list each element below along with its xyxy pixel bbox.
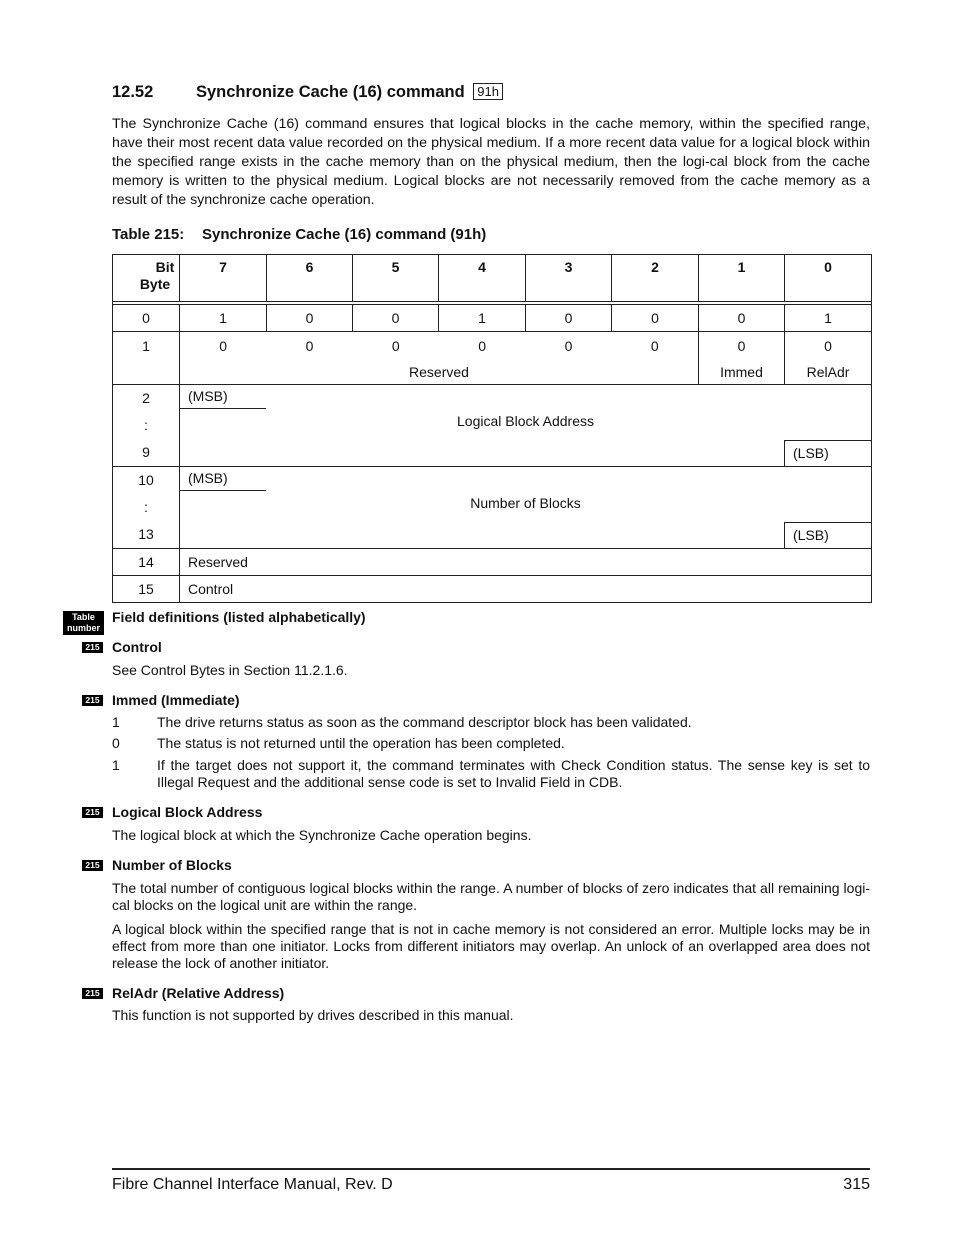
list-item-text: The status is not returned until the operation has been completed. <box>157 735 565 751</box>
bit-2-header: 2 <box>612 255 699 302</box>
control-field: Control <box>180 576 872 603</box>
bit-value: 0 <box>219 338 228 354</box>
reserved-field <box>180 332 699 385</box>
bit-7-header: 7 <box>180 255 267 302</box>
table-row <box>113 305 872 332</box>
table-caption-title: Synchronize Cache (16) command (91h) <box>202 226 487 243</box>
field-desc-nob-2: A logical block within the specified range that is not in cache memory is not considered an error. Multiple locks may be in effect from more than one initiator. Locks from different initiators may overlap. An unlock of an overlapped area does not release the lock of another initiator. <box>112 921 870 971</box>
opcode-box: 91h <box>473 83 503 100</box>
bit-value: 0 <box>650 338 659 354</box>
list-item-key: 1 <box>112 757 120 773</box>
section-heading <box>112 83 503 102</box>
table-row <box>113 385 872 467</box>
lsb-marker: (LSB) <box>784 440 871 466</box>
bit-value: 0 <box>699 305 785 332</box>
table-number-tag: Table number <box>63 611 104 635</box>
bit-value: 0 <box>305 338 314 354</box>
bit-1-header: 1 <box>699 255 785 302</box>
bit-value: 0 <box>526 305 612 332</box>
bit-value: 0 <box>353 305 439 332</box>
list-item-key: 1 <box>112 714 120 730</box>
table-ref-badge: 215 <box>82 988 103 999</box>
field-desc-nob-1: The total number of contiguous logical blocks within the range. A number of blocks of zero indicates that all remaining logi-cal blocks on the logical unit are within the range. <box>112 880 870 913</box>
bit-4-header: 4 <box>439 255 526 302</box>
reserved-label: Reserved <box>409 364 469 380</box>
field-name-reladr: RelAdr (Relative Address) <box>112 985 285 1001</box>
command-table <box>112 254 872 603</box>
byte-label: Byte <box>139 276 171 292</box>
field-definitions-heading: Field definitions (listed alphabetically) <box>112 609 366 625</box>
reladr-field: 0 RelAdr <box>785 332 872 385</box>
logical-block-address-field <box>180 385 872 467</box>
byte-number: 1 <box>113 332 180 385</box>
list-item-text: If the target does not support it, the command terminates with Check Condition status. The sense key is set to Illegal Request and the additional sense code is set to Invalid Field in CDB. <box>157 757 870 790</box>
bit-value: 0 <box>267 305 353 332</box>
bit-0-header: 0 <box>785 255 872 302</box>
section-number: 12.52 <box>112 83 154 101</box>
table-ref-badge: 215 <box>82 695 103 706</box>
field-name-nob: Number of Blocks <box>112 857 232 873</box>
bit-value: 1 <box>785 305 872 332</box>
field-name-lba: Logical Block Address <box>112 804 263 820</box>
bit-value: 0 <box>612 305 699 332</box>
field-name-immed: Immed (Immediate) <box>112 692 240 708</box>
number-of-blocks-field <box>180 467 872 549</box>
reladr-label: RelAdr <box>806 364 850 380</box>
table-row <box>113 549 872 576</box>
field-desc-control: See Control Bytes in Section 11.2.1.6. <box>112 662 348 678</box>
msb-marker: (MSB) <box>180 385 266 409</box>
immed-label: Immed <box>720 364 763 380</box>
immed-field: 0 Immed <box>699 332 785 385</box>
field-desc-lba: The logical block at which the Synchronize Cache operation begins. <box>112 827 532 843</box>
table-ref-badge: 215 <box>82 642 103 653</box>
lsb-marker: (LSB) <box>784 522 871 548</box>
footer-rule <box>112 1168 870 1170</box>
msb-marker: (MSB) <box>180 467 266 491</box>
bit-label: Bit <box>155 259 175 275</box>
field-name: Number of Blocks <box>470 495 581 511</box>
bit-value: 1 <box>180 305 267 332</box>
field-name-control: Control <box>112 639 162 655</box>
byte-number: 15 <box>113 576 180 603</box>
page-number: 315 <box>843 1176 870 1193</box>
bit-value: 0 <box>478 338 487 354</box>
byte-range: 2 : 9 <box>113 385 180 467</box>
table-ref-badge: 215 <box>82 807 103 818</box>
bit-value: 0 <box>564 338 573 354</box>
table-row <box>113 576 872 603</box>
byte-number: 14 <box>113 549 180 576</box>
table-ref-badge: 215 <box>82 860 103 871</box>
table-row <box>113 332 872 385</box>
list-item-text: The drive returns status as soon as the command descriptor block has been validated. <box>157 714 692 730</box>
bit-6-header: 6 <box>267 255 353 302</box>
section-title: Synchronize Cache (16) command <box>196 83 465 101</box>
intro-paragraph: The Synchronize Cache (16) command ensures that logical blocks in the cache memory, within the specified range, have their most recent data value recorded on the physical medium. If a more recent data value for a logical block within the specified range exists in the cache memory than on the physical medium, then the logi-cal block from the cache memory is written to the physical medium. Logical blocks are not necessarily removed from the cache memory as a result of the synchronize cache operation. <box>112 116 870 208</box>
table-caption-number: Table 215: <box>112 226 185 243</box>
reserved-field: Reserved <box>180 549 872 576</box>
bit-value: 0 <box>391 338 400 354</box>
byte-number: 0 <box>113 305 180 332</box>
byte-range: 10 : 13 <box>113 467 180 549</box>
list-item-key: 0 <box>112 735 120 751</box>
table-header-row <box>113 255 872 302</box>
bit-5-header: 5 <box>353 255 439 302</box>
bit-3-header: 3 <box>526 255 612 302</box>
footer-title: Fibre Channel Interface Manual, Rev. D <box>112 1176 393 1193</box>
field-name: Logical Block Address <box>457 413 594 429</box>
bit-byte-header <box>113 255 180 302</box>
table-caption <box>112 226 486 243</box>
table-row <box>113 467 872 549</box>
field-desc-reladr: This function is not supported by drives described in this manual. <box>112 1007 514 1023</box>
bit-value: 1 <box>439 305 526 332</box>
